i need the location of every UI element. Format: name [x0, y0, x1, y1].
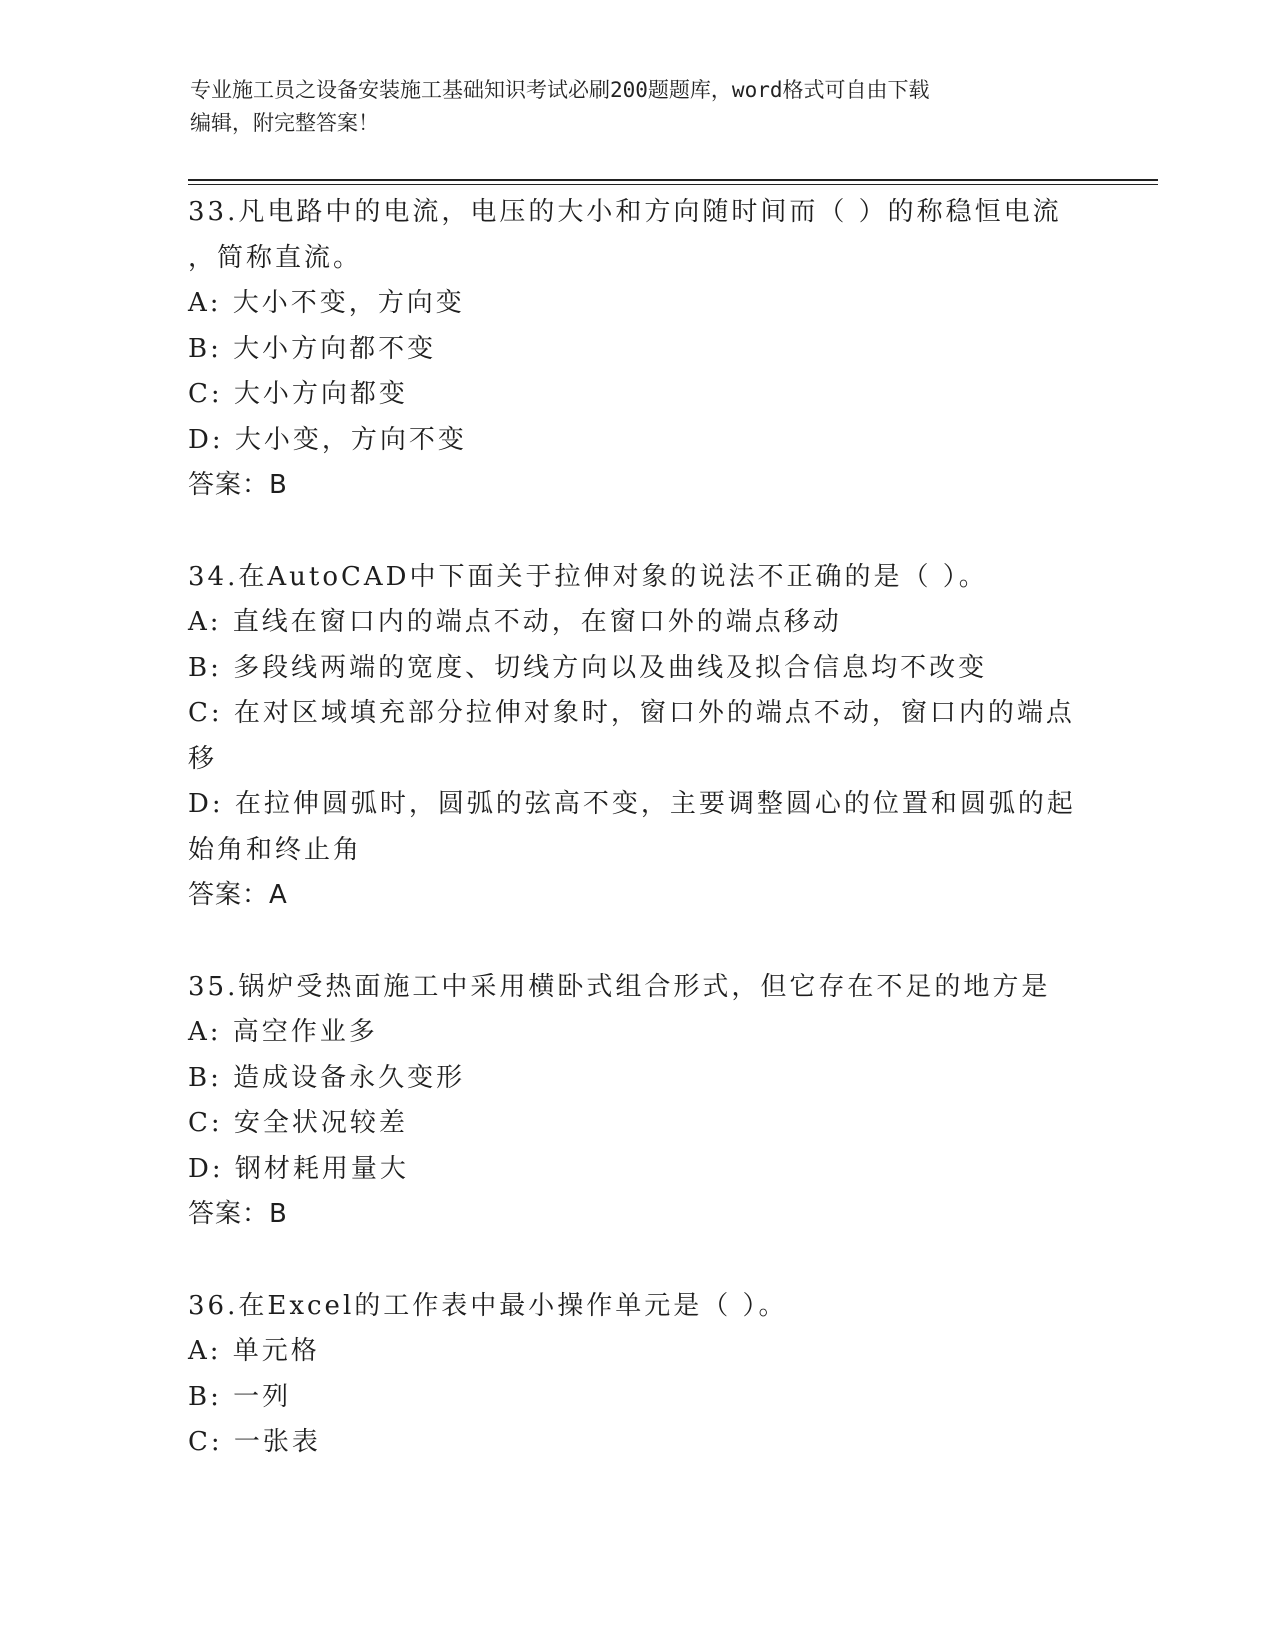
option-b: B: 造成设备永久变形 — [188, 1062, 466, 1093]
question-34 — [188, 555, 1088, 919]
option-a: A: 单元格 — [188, 1336, 320, 1366]
option-c: C: 安全状况较差 — [188, 1108, 408, 1138]
question-stem: 36.在Excel的工作表中最小操作单元是（ ）。 — [188, 1290, 788, 1321]
header-divider-thin — [188, 184, 1158, 185]
answer-text: 答案：B — [188, 1199, 288, 1229]
option-a: A: 直线在窗口内的端点不动，在窗口外的端点移动 — [188, 607, 842, 637]
question-spacer — [188, 919, 1088, 965]
option-d: D: 大小变，方向不变 — [188, 424, 467, 455]
answer-text: 答案：B — [188, 470, 288, 500]
option-d-continued: 始角和终止角 — [188, 834, 363, 865]
answer-text: 答案：A — [188, 880, 288, 910]
question-stem: ，简称直流。 — [188, 242, 363, 273]
header-title-line2: 编辑，附完整答案！ — [190, 111, 379, 135]
question-36 — [188, 1284, 1088, 1466]
option-c: C: 大小方向都变 — [188, 379, 408, 409]
option-d: D: 在拉伸圆弧时，圆弧的弦高不变，主要调整圆心的位置和圆弧的起 — [188, 789, 1076, 819]
question-stem: 34.在AutoCAD中下面关于拉伸对象的说法不正确的是（ ）。 — [188, 561, 988, 592]
option-a: A: 大小不变，方向变 — [188, 288, 465, 318]
header-title-line1: 专业施工员之设备安装施工基础知识考试必刷200题题库，word格式可自由下载 — [190, 78, 930, 102]
question-spacer — [188, 509, 1088, 555]
question-spacer — [188, 1238, 1088, 1284]
option-b: B: 一列 — [188, 1381, 292, 1412]
document-header — [190, 74, 1070, 140]
option-b: B: 大小方向都不变 — [188, 333, 437, 364]
question-33 — [188, 190, 1088, 509]
option-c: C: 一张表 — [188, 1427, 321, 1457]
question-stem: 33.凡电路中的电流，电压的大小和方向随时间而（ ）的称稳恒电流 — [188, 197, 1062, 227]
option-c: C: 在对区域填充部分拉伸对象时，窗口外的端点不动，窗口内的端点 — [188, 698, 1075, 728]
option-d: D: 钢材耗用量大 — [188, 1153, 409, 1184]
question-stem: 35.锅炉受热面施工中采用横卧式组合形式，但它存在不足的地方是 — [188, 971, 1051, 1002]
option-a: A: 高空作业多 — [188, 1017, 378, 1047]
header-divider-thick — [188, 179, 1158, 181]
option-b: B: 多段线两端的宽度、切线方向以及曲线及拟合信息均不改变 — [188, 652, 988, 683]
option-c-continued: 移 — [188, 743, 218, 774]
question-list — [188, 190, 1088, 1466]
question-35 — [188, 965, 1088, 1238]
